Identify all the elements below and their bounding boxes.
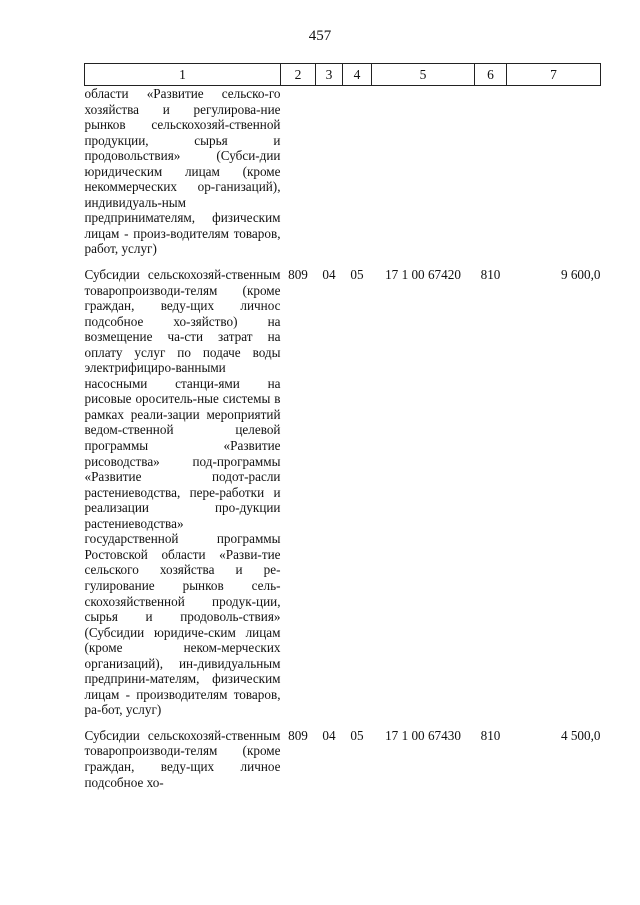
header-col-6: 6 (475, 64, 507, 86)
row-ministry-code: 809 (288, 727, 308, 743)
row-subsection-code: 05 (350, 727, 364, 743)
header-col-1: 1 (85, 64, 281, 86)
header-col-2: 2 (281, 64, 316, 86)
row-section-code: 04 (322, 267, 336, 283)
header-row (85, 64, 601, 86)
row-amount: 9 600,0 (560, 267, 601, 283)
row-subsection-code (343, 86, 372, 258)
row-ministry-code (281, 86, 316, 258)
row-description: области «Развитие сельско-го хозяйства и регулирова-ние рынков сельскохозяй-ственной продукции, сырья и продовольствия» (Субси-дии юридическим лицам (кроме некоммерческих ор-ганизаций), индивидуаль-ным предпринимателям, физическим лицам - произ-водителям товаров, работ, услуг) (84, 86, 281, 257)
budget-table (84, 63, 601, 790)
row-ministry-code: 809 (288, 267, 308, 283)
row-target-article (372, 86, 475, 258)
row-expense-type: 810 (480, 727, 501, 743)
header-col-4: 4 (343, 64, 372, 86)
row-target-article: 17 1 00 67430 (385, 727, 461, 743)
row-description: Субсидии сельскохозяй-ственным товаропроизводи-телям (кроме граждан, веду-щих личнос подсобное хо-зяйство) на возмещение ча-сти затрат на оплату услуг по подаче воды электрифициро-ванными насосными станци-ями на рисовые ороситель-ные системы в рамках реали-зации мероприятий ведом-ственной целевой программы «Развитие рисоводства» под-программы «Развитие подот-расли растениеводства, пере-работки и реализации про-дукции растениеводства» государственной программы Ростовской области «Разви-тие сельского хозяйства и ре-гулирование рынков сель-скохозяйственной продук-ции, сырья и продоволь-ствия» (Субсидии юридиче-ским лицам (кроме неком-мерческих организаций), ин-дивидуальным предприни-мателям, физическим лицам - производителям товаров, ра-бот, услуг) (84, 267, 281, 718)
table-row (85, 86, 601, 258)
table-row (85, 267, 601, 718)
row-expense-type: 810 (480, 267, 501, 283)
row-section-code: 04 (322, 727, 336, 743)
row-subsection-code: 05 (350, 267, 364, 283)
row-expense-type (475, 86, 507, 258)
header-col-5: 5 (372, 64, 475, 86)
page-number: 457 (308, 28, 332, 44)
row-section-code (316, 86, 343, 258)
header-col-3: 3 (316, 64, 343, 86)
row-target-article: 17 1 00 67420 (385, 267, 461, 283)
row-amount: 4 500,0 (560, 727, 601, 743)
row-description: Субсидии сельскохозяй-ственным товаропроизводи-телям (кроме граждан, веду-щих личное подсобное хо- (84, 727, 281, 790)
row-amount (507, 86, 601, 258)
header-col-7: 7 (507, 64, 601, 86)
table-row (85, 728, 601, 790)
